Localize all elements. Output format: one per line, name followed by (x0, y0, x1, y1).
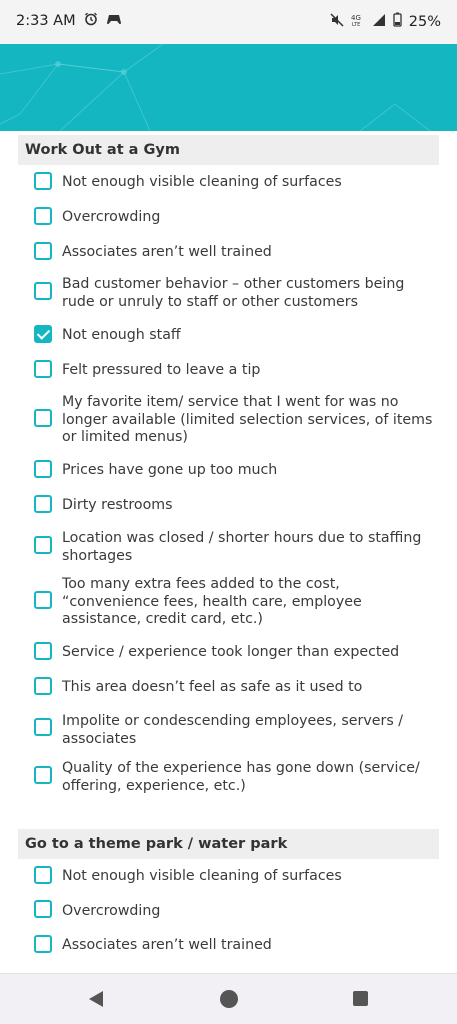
checkbox[interactable] (34, 766, 52, 784)
status-time: 2:33 AM (16, 13, 76, 29)
status-right (330, 12, 441, 31)
banner-network-pattern (0, 44, 457, 131)
checkbox[interactable] (34, 282, 52, 300)
alarm-icon (84, 12, 98, 30)
checkbox[interactable] (34, 866, 52, 884)
recents-icon[interactable] (353, 991, 368, 1006)
option-label[interactable]: Dirty restrooms (62, 497, 173, 513)
option-label[interactable]: Prices have gone up too much (62, 462, 278, 478)
option-label[interactable]: Location was closed / shorter hours due to staffing shortages (62, 530, 422, 564)
status-left (16, 12, 122, 30)
option-label[interactable]: This area doesn’t feel as safe as it used to (62, 679, 363, 695)
checkbox[interactable] (34, 409, 52, 427)
section-title: Work Out at a Gym (25, 142, 180, 158)
svg-text:LTE: LTE (351, 21, 361, 27)
checkbox-checked[interactable] (34, 325, 52, 343)
option-label[interactable]: Associates aren’t well trained (62, 244, 272, 260)
checkbox[interactable] (34, 460, 52, 478)
4g-lte-icon (351, 13, 365, 31)
navigation-bar (0, 973, 457, 1024)
checkbox[interactable] (34, 536, 52, 554)
status-bar (0, 0, 457, 44)
checkbox[interactable] (34, 172, 52, 190)
battery-icon (393, 12, 402, 31)
option-label[interactable]: Overcrowding (62, 903, 161, 919)
mute-icon (330, 13, 344, 31)
svg-text:4G: 4G (350, 13, 361, 22)
game-controller-icon (106, 13, 122, 29)
battery-percent: 25% (408, 13, 441, 30)
home-icon[interactable] (220, 990, 238, 1008)
checkbox[interactable] (34, 935, 52, 953)
option-label[interactable]: Bad customer behavior – other customers being rude or unruly to staff or other customers (62, 276, 405, 310)
checkbox[interactable] (34, 718, 52, 736)
checkbox[interactable] (34, 242, 52, 260)
option-label[interactable]: My favorite item/ service that I went for was no longer available (limited selection services, of items or limited menus) (62, 394, 433, 445)
checkbox[interactable] (34, 207, 52, 225)
header-banner (0, 44, 457, 131)
option-label[interactable]: Overcrowding (62, 209, 161, 225)
option-label[interactable]: Associates aren’t well trained (62, 937, 272, 953)
checkbox[interactable] (34, 900, 52, 918)
checkbox[interactable] (34, 360, 52, 378)
section-title: Go to a theme park / water park (25, 836, 288, 852)
checkbox[interactable] (34, 642, 52, 660)
option-label[interactable]: Felt pressured to leave a tip (62, 362, 261, 378)
section-header (18, 135, 439, 165)
checkbox[interactable] (34, 591, 52, 609)
option-label[interactable]: Service / experience took longer than expected (62, 644, 400, 660)
option-label[interactable]: Not enough staff (62, 327, 181, 343)
option-label[interactable]: Not enough visible cleaning of surfaces (62, 868, 342, 884)
back-icon[interactable] (88, 990, 104, 1012)
option-label[interactable]: Not enough visible cleaning of surfaces (62, 174, 342, 190)
option-label[interactable]: Quality of the experience has gone down (service/ offering, experience, etc.) (62, 760, 420, 794)
checkbox[interactable] (34, 495, 52, 513)
option-label[interactable]: Too many extra fees added to the cost, “convenience fees, health care, employee assistance, credit card, etc.) (62, 576, 362, 627)
checkbox[interactable] (34, 677, 52, 695)
section-header (18, 829, 439, 859)
option-label[interactable]: Impolite or condescending employees, servers / associates (62, 713, 404, 747)
signal-icon (372, 13, 386, 31)
